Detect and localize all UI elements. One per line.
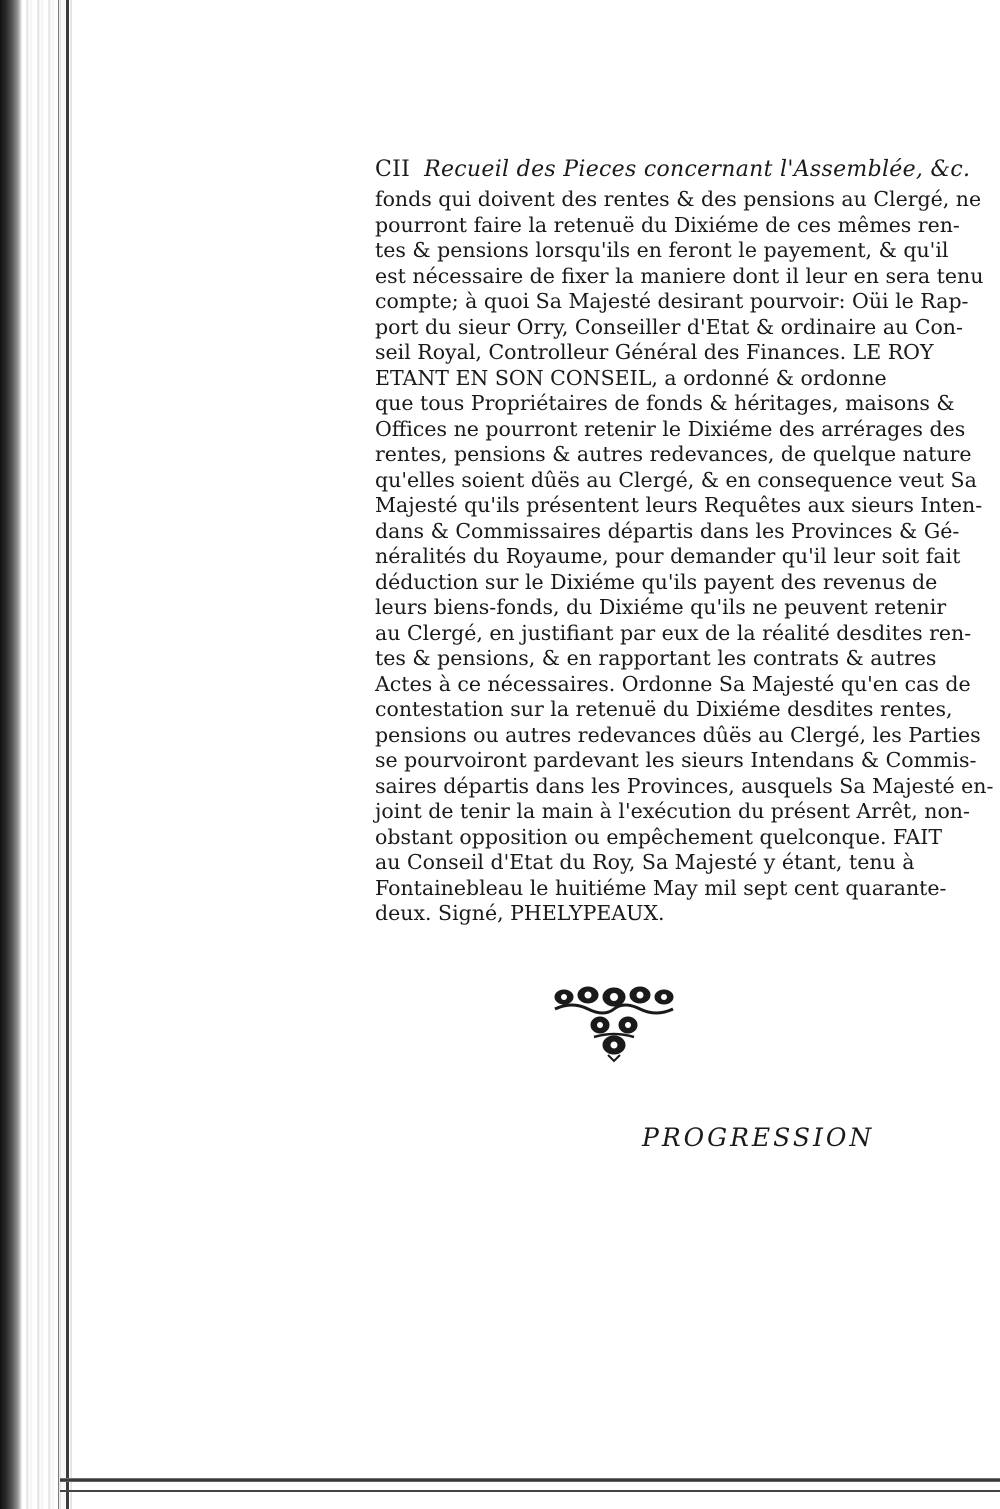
text-line: qu'elles soient dûës au Clergé, & en consequence veut Sa <box>375 467 977 492</box>
text-line: est nécessaire de fixer la maniere dont il leur en sera tenu <box>375 263 984 288</box>
bottom-page-edge <box>60 1478 1000 1482</box>
page-fold-line <box>58 0 59 1509</box>
text-line: Offices ne pourront retenir le Dixiéme des arrérages des <box>375 416 966 441</box>
catchword: PROGRESSION <box>642 1123 875 1152</box>
page-text-block <box>375 155 994 927</box>
text-line: pensions ou autres redevances dûës au Clergé, les Parties <box>375 722 981 747</box>
text-line: pourront faire la retenuë du Dixiéme de ces mêmes ren- <box>375 212 960 237</box>
text-line: ETANT EN SON CONSEIL, a ordonné & ordonne <box>375 365 887 390</box>
bottom-page-edge-lower <box>60 1490 1000 1492</box>
text-line: obstant opposition ou empêchement quelconque. FAIT <box>375 824 943 849</box>
text-line: saires départis dans les Provinces, ausquels Sa Majesté en- <box>375 773 994 798</box>
text-line: au Conseil d'Etat du Roy, Sa Majesté y étant, tenu à <box>375 850 915 874</box>
text-line-signature: deux. Signé, PHELYPEAUX. <box>375 901 665 925</box>
text-line: déduction sur le Dixiéme qu'ils payent des revenus de <box>375 569 938 594</box>
text-line: seil Royal, Controlleur Général des Finances. LE ROY <box>375 340 934 364</box>
text-line: Majesté qu'ils présentent leurs Requêtes aux sieurs Inten- <box>375 493 983 517</box>
folio-number: CII <box>375 157 411 182</box>
text-line: contestation sur la retenuë du Dixiéme desdites rentes, <box>375 697 953 721</box>
body-text <box>375 187 994 927</box>
text-line: tes & pensions, & en rapportant les contrats & autres <box>375 646 937 670</box>
text-line: compte; à quoi Sa Majesté desirant pourvoir: Oüi le Rap- <box>375 289 969 313</box>
text-line: fonds qui doivent des rentes & des pensions au Clergé, ne <box>375 187 982 211</box>
fleuron-tailpiece-icon <box>552 983 677 1063</box>
text-line: tes & pensions lorsqu'ils en feront le payement, & qu'il <box>375 238 949 262</box>
page-edge-line <box>66 0 69 1509</box>
text-line: joint de tenir la main à l'exécution du présent Arrêt, non- <box>375 799 970 823</box>
text-line: se pourvoiront pardevant les sieurs Intendans & Commis- <box>375 748 977 772</box>
text-line: que tous Propriétaires de fonds & héritages, maisons & <box>375 391 955 415</box>
text-line: port du sieur Orry, Conseiller d'Etat & ordinaire au Con- <box>375 314 963 339</box>
text-line: au Clergé, en justifiant par eux de la réalité desdites ren- <box>375 620 972 645</box>
book-spine-shadow <box>0 0 22 1509</box>
running-head-title: Recueil des Pieces concernant l'Assemblée, &c. <box>424 157 971 182</box>
running-head <box>375 155 971 185</box>
text-line: Actes à ce nécessaires. Ordonne Sa Majesté qu'en cas de <box>375 671 971 696</box>
text-line: néralités du Royaume, pour demander qu'il leur soit fait <box>375 544 961 568</box>
text-line: rentes, pensions & autres redevances, de quelque nature <box>375 442 972 466</box>
text-line: leurs biens-fonds, du Dixiéme qu'ils ne peuvent retenir <box>375 595 947 619</box>
text-line: Fontainebleau le huitiéme May mil sept cent quarante- <box>375 875 947 900</box>
text-line: dans & Commissaires départis dans les Provinces & Gé- <box>375 518 960 543</box>
